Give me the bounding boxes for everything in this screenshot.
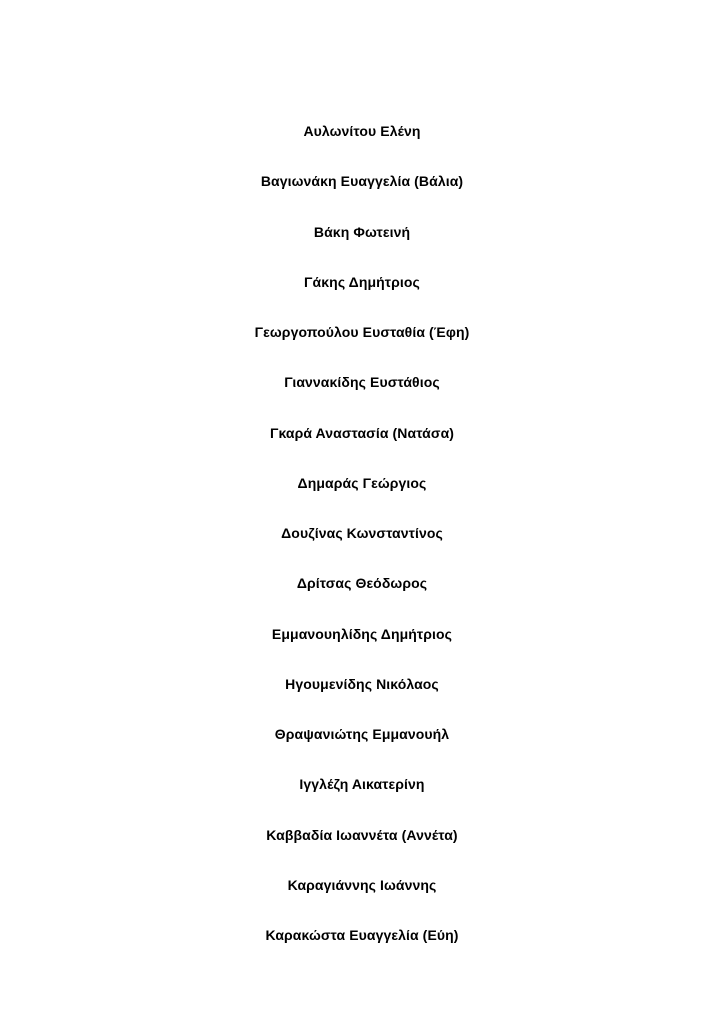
list-item: Εμμανουηλίδης Δημήτριος: [271, 625, 453, 642]
list-item: Βαγιωνάκη Ευαγγελία (Βάλια): [260, 173, 464, 190]
list-item: Βάκη Φωτεινή: [313, 223, 411, 240]
list-item: Δουζίνας Κωνσταντίνος: [281, 525, 443, 541]
list-item: Καραγιάννης Ιωάννης: [287, 876, 437, 893]
list-item: Ηγουμενίδης Νικόλαος: [285, 675, 439, 692]
list-item: Καββαδία Ιωαννέτα (Αννέτα): [266, 826, 458, 843]
list-item: Γεωργοπούλου Ευσταθία (Έφη): [254, 324, 470, 340]
name-list: [0, 121, 724, 975]
list-item: Δημαράς Γεώργιος: [297, 474, 427, 491]
list-item: Γιαννακίδης Ευστάθιος: [284, 374, 440, 391]
list-item: Καρακώστα Ευαγγελία (Εύη): [265, 927, 459, 943]
list-item: Γκαρά Αναστασία (Νατάσα): [269, 424, 455, 441]
list-item: Θραψανιώτης Εμμανουήλ: [274, 726, 450, 742]
list-item: Δρίτσας Θεόδωρος: [296, 575, 428, 592]
list-item: Ιγγλέζη Αικατερίνη: [299, 776, 425, 793]
list-item: Αυλωνίτου Ελένη: [303, 123, 421, 139]
list-item: Γάκης Δημήτριος: [304, 273, 420, 290]
